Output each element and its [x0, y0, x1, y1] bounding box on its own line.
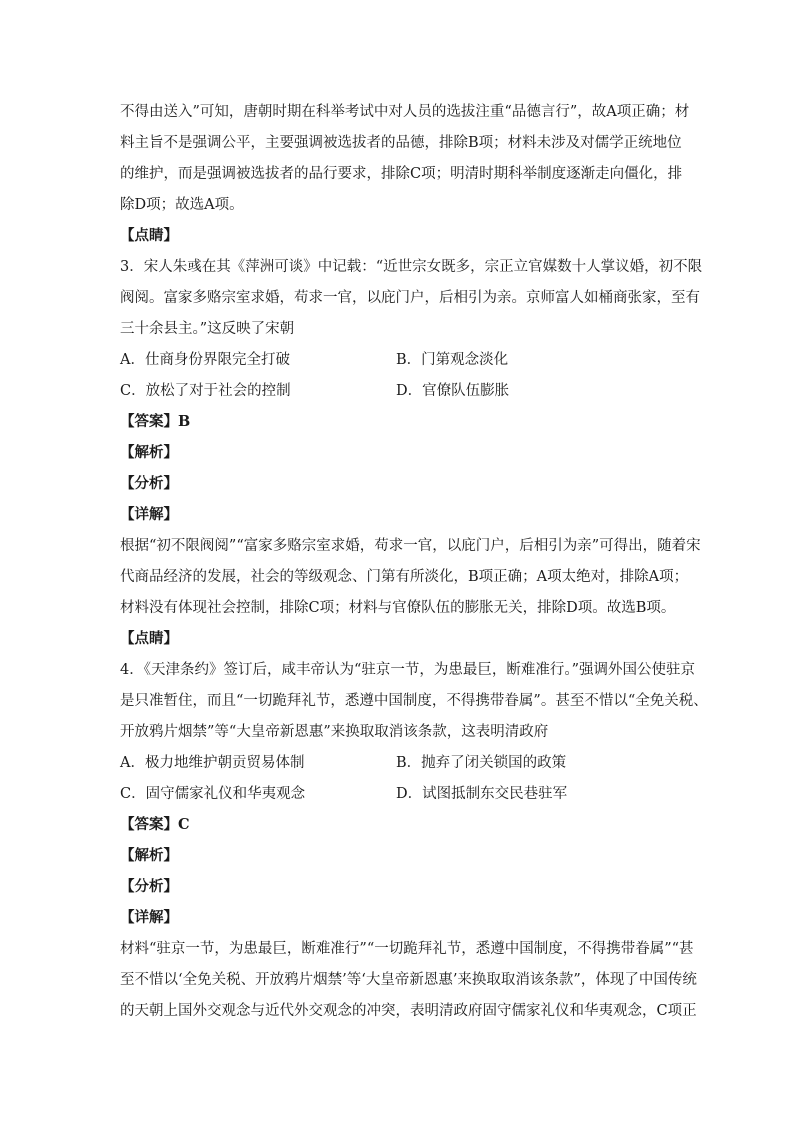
q4-stem-line: 是只准暂住，而且“一切跪拜礼节，悉遵中国制度，不得携带眷属”。甚至不惜以“全免关税、	[120, 693, 708, 709]
q3-option-b: B．门第观念淡化	[396, 352, 509, 368]
q3-explanation-line: 根据“初不限阀阅”“富家多赂宗室求婚，苟求一官，以庇门户，后相引为亲”可得出，随着宋	[120, 538, 701, 554]
q4-option-c: C．固守儒家礼仪和华夷观念	[120, 786, 306, 802]
q2-dianjing-heading: 【点睛】	[120, 227, 178, 244]
q3-option-c: C．放松了对于社会的控制	[120, 383, 291, 399]
q2-explanation-line: 的维护，而是强调被选拔者的品行要求，排除C项；明清时期科举制度逐渐走向僵化，排	[120, 166, 683, 182]
q4-option-d: D．试图抵制东交民巷驻军	[396, 786, 568, 802]
q3-stem-line: 3．宋人朱彧在其《萍洲可谈》中记载：“近世宗女既多，宗正立官媒数十人掌议婚，初不限	[120, 259, 703, 275]
q2-explanation-line: 除D项；故选A项。	[120, 197, 244, 213]
q3-fenxi-heading: 【分析】	[120, 475, 178, 492]
q4-fenxi-heading: 【分析】	[120, 878, 178, 895]
q2-explanation-line: 不得由送入”可知，唐朝时期在科举考试中对人员的选拔注重“品德言行”，故A项正确；材	[120, 104, 690, 120]
q3-explanation-line: 代商品经济的发展，社会的等级观念、门第有所淡化，B项正确；A项太绝对，排除A项；	[120, 569, 689, 585]
q4-explanation-line: 的天朝上国外交观念与近代外交观念的冲突，表明清政府固守儒家礼仪和华夷观念，C项正	[120, 1003, 697, 1019]
q3-stem-line: 三十余县主。”这反映了宋朝	[120, 321, 295, 337]
q3-explanation-line: 材料没有体现社会控制，排除C项；材料与官僚队伍的膨胀无关，排除D项。故选B项。	[120, 600, 676, 616]
q4-explanation-line: 至不惜以‘全免关税、开放鸦片烟禁’等‘大皇帝新恩惠’来换取取消该条款”，体现了中国传统	[120, 972, 697, 988]
q3-jiexi-heading: 【解析】	[120, 444, 178, 461]
q3-option-a: A．仕商身份界限完全打破	[120, 352, 290, 368]
q3-xiangjie-heading: 【详解】	[120, 506, 178, 523]
q3-option-d: D．官僚队伍膨胀	[396, 383, 510, 399]
q4-explanation-line: 材料“驻京一节，为患最巨，断难准行”“一切跪拜礼节，悉遵中国制度，不得携带眷属”“甚	[120, 941, 694, 957]
q3-dianjing-heading: 【点睛】	[120, 630, 178, 647]
q4-answer: 【答案】C	[120, 816, 190, 833]
q4-stem-line: 开放鸦片烟禁”等“大皇帝新恩惠”来换取取消该条款，这表明清政府	[120, 724, 549, 740]
q2-explanation-line: 料主旨不是强调公平，主要强调被选拔者的品德，排除B项；材料未涉及对儒学正统地位	[120, 135, 682, 151]
q4-jiexi-heading: 【解析】	[120, 847, 178, 864]
q4-xiangjie-heading: 【详解】	[120, 909, 178, 926]
q4-option-b: B．抛弃了闭关锁国的政策	[396, 755, 567, 771]
q3-stem-line: 阀阅。富家多赂宗室求婚，苟求一官，以庇门户，后相引为亲。京师富人如桶商张家，至有	[120, 290, 700, 306]
q4-option-a: A．极力地维护朝贡贸易体制	[120, 755, 305, 771]
q3-answer: 【答案】B	[120, 413, 191, 430]
q4-stem-line: 4．《天津条约》签订后，咸丰帝认为“驻京一节，为患最巨，断难准行。”强调外国公使驻京	[120, 662, 696, 678]
